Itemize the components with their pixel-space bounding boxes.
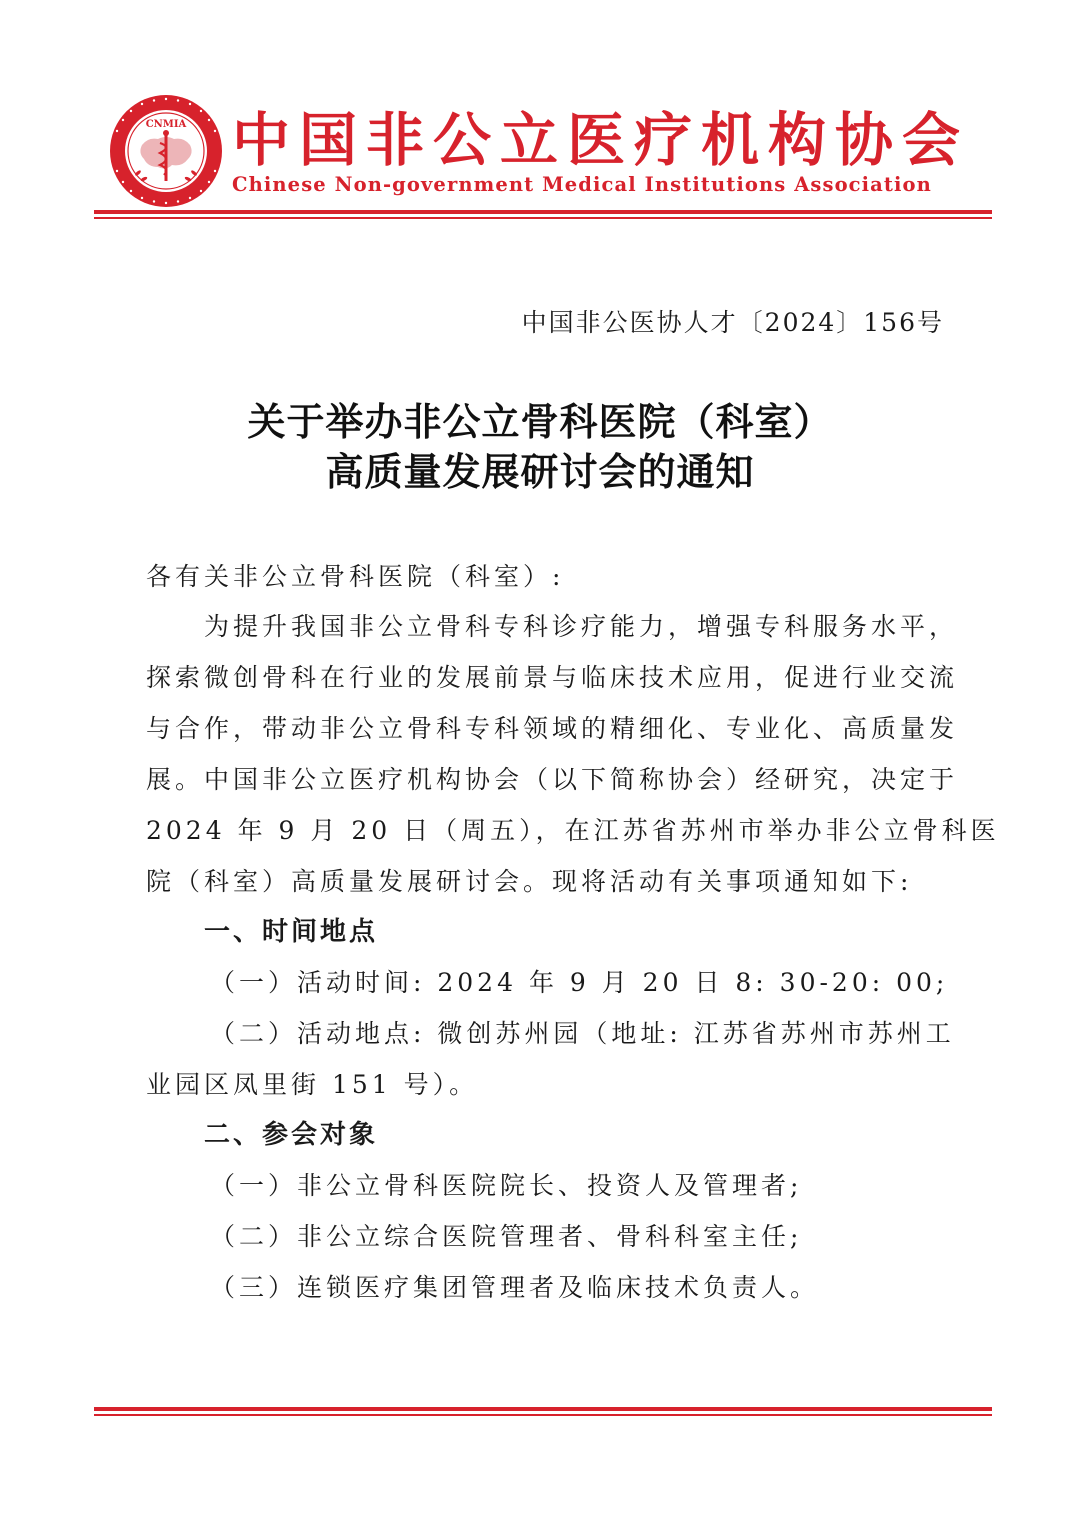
paragraph-line: 为提升我国非公立骨科专科诊疗能力，增强专科服务水平， bbox=[204, 612, 959, 641]
document-title-line-1: 关于举办非公立骨科医院（科室） bbox=[247, 400, 833, 444]
cnmia-seal-icon bbox=[108, 93, 224, 209]
paragraph-line: 探索微创骨科在行业的发展前景与临床技术应用，促进行业交流 bbox=[146, 663, 959, 692]
logo-abbr: CNMIA bbox=[145, 119, 187, 130]
document-number: 中国非公医协人才〔2024〕156号 bbox=[521, 308, 944, 337]
section-item: （一）活动时间: 2024 年 9 月 20 日 8: 30-20: 00; bbox=[210, 968, 949, 997]
paragraph-line: 2024 年 9 月 20 日（周五），在江苏省苏州市举办非公立骨科医 bbox=[146, 816, 1000, 845]
section-item-continuation: 业园区凤里街 151 号）。 bbox=[146, 1070, 479, 1099]
section-item: （二）活动地点: 微创苏州园（地址: 江苏省苏州市苏州工 bbox=[210, 1019, 955, 1048]
section-item: （一）非公立骨科医院院长、投资人及管理者; bbox=[210, 1171, 803, 1200]
document-title-line-2: 高质量发展研讨会的通知 bbox=[325, 450, 755, 494]
paragraph-line: 院（科室）高质量发展研讨会。现将活动有关事项通知如下: bbox=[146, 867, 913, 896]
org-name-cn: 中国非公立医疗机构协会 bbox=[232, 106, 970, 174]
org-name-en: Chinese Non-government Medical Institutions Association bbox=[232, 173, 932, 196]
salutation: 各有关非公立骨科医院（科室）: bbox=[146, 562, 565, 591]
header-divider bbox=[94, 210, 992, 219]
section-heading-attendees: 二、参会对象 bbox=[204, 1120, 379, 1150]
section-heading-time-location: 一、时间地点 bbox=[204, 917, 379, 947]
footer-divider bbox=[94, 1407, 992, 1416]
section-item: （二）非公立综合医院管理者、骨科科室主任; bbox=[210, 1222, 803, 1251]
paragraph-line: 展。中国非公立医疗机构协会（以下简称协会）经研究，决定于 bbox=[146, 765, 959, 794]
section-item: （三）连锁医疗集团管理者及临床技术负责人。 bbox=[210, 1273, 820, 1302]
paragraph-line: 与合作，带动非公立骨科专科领域的精细化、专业化、高质量发 bbox=[146, 714, 959, 743]
